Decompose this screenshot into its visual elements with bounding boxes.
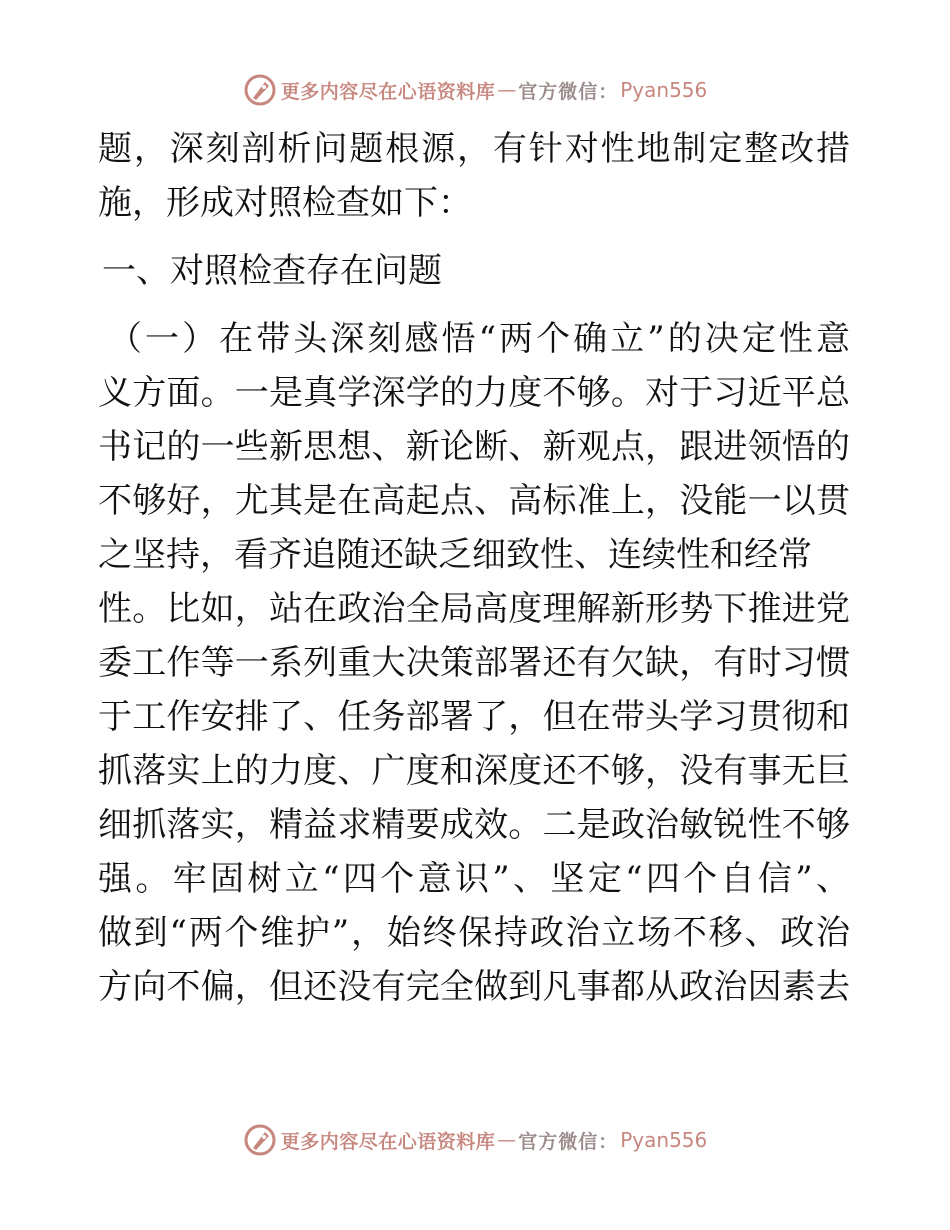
document-body: [98, 122, 850, 1014]
intro-line: 题，深刻剖析问题根源，有针对性地制定整改措: [98, 129, 850, 169]
paragraph-line: 于工作安排了、任务部署了，但在带头学习贯彻和: [98, 697, 850, 737]
intro-line: 施，形成对照检查如下：: [98, 183, 472, 223]
paragraph-line: 之坚持，看齐追随还缺乏细致性、连续性和经常: [98, 535, 812, 575]
paragraph-line: 做到“两个维护”，始终保持政治立场不移、政治: [98, 913, 850, 953]
paragraph-line: 性。比如，站在政治全局高度理解新形势下推进党: [98, 589, 850, 629]
banner-wechat-id: Pyan556: [620, 78, 708, 102]
paragraph-line: 书记的一些新思想、新论断、新观点，跟进领悟的: [98, 427, 850, 467]
banner-separator: —: [497, 79, 517, 101]
section-heading: 一、对照检查存在问题: [102, 251, 442, 291]
paragraph-line: 不够好，尤其是在高起点、高标准上，没能一以贯: [98, 481, 850, 521]
paragraph-line: 义方面。一是真学深学的力度不够。对于习近平总: [98, 373, 850, 413]
footer-watermark-banner: [0, 1120, 950, 1160]
paragraph-line: （一）在带头深刻感悟“两个确立”的决定性意: [108, 319, 850, 359]
pen-nib-logo-icon: [243, 1123, 277, 1157]
banner-main-text: 更多内容尽在心语资料库: [280, 80, 496, 103]
header-watermark-banner: [0, 70, 950, 110]
pen-nib-logo-icon: [243, 73, 277, 107]
paragraph-line: 强。牢固树立“四个意识”、坚定“四个自信”、: [98, 859, 850, 899]
banner-wechat-id: Pyan556: [620, 1128, 708, 1152]
banner-separator: —: [497, 1129, 517, 1151]
paragraph-line: 委工作等一系列重大决策部署还有欠缺，有时习惯: [98, 643, 850, 683]
paragraph-line: 抓落实上的力度、广度和深度还不够，没有事无巨: [98, 751, 850, 791]
banner-wechat-label: 官方微信：: [518, 1130, 619, 1153]
banner-main-text: 更多内容尽在心语资料库: [280, 1130, 496, 1153]
paragraph-line: 细抓落实，精益求精要成效。二是政治敏锐性不够: [98, 805, 850, 845]
paragraph-line: 方向不偏，但还没有完全做到凡事都从政治因素去: [98, 967, 850, 1007]
banner-wechat-label: 官方微信：: [518, 80, 619, 103]
